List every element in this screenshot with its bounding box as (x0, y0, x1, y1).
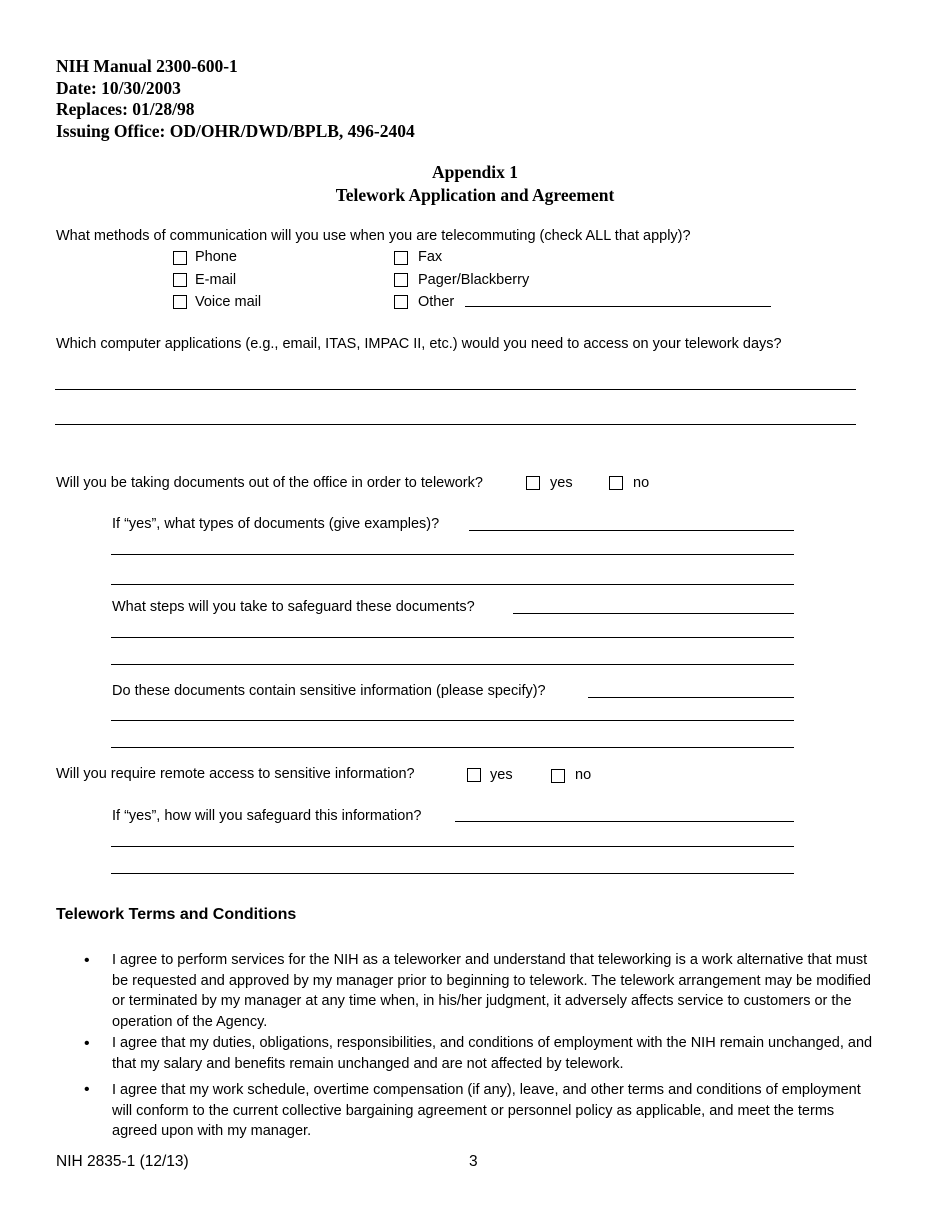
page-title: Telework Application and Agreement (335, 185, 615, 205)
safeguard-documents-line-2[interactable] (111, 637, 794, 638)
sensitive-info-line-3[interactable] (111, 747, 794, 748)
applications-answer-line-1[interactable] (55, 389, 856, 390)
document-header (56, 56, 415, 142)
remote-access-question: Will you require remote access to sensitive information? (56, 766, 415, 782)
voicemail-label: Voice mail (195, 294, 262, 310)
other-input-line[interactable] (465, 306, 771, 307)
remote-safeguard-line-3[interactable] (111, 873, 794, 874)
applications-question: Which computer applications (e.g., email, ITAS, IMPAC II, etc.) would you need to access on your telework days? (56, 336, 782, 352)
issuing-office: Issuing Office: OD/OHR/DWD/BPLB, 496-2404 (56, 120, 415, 141)
pager-checkbox[interactable] (394, 273, 408, 287)
documents-no-label: no (633, 475, 650, 491)
documents-question: Will you be taking documents out of the office in order to telework? (56, 475, 483, 491)
replaces-date: Replaces: 01/28/98 (56, 99, 195, 119)
document-types-line-2[interactable] (111, 554, 794, 555)
manual-number: NIH Manual 2300-600-1 (56, 56, 238, 76)
remote-yes-checkbox[interactable] (467, 768, 481, 782)
remote-yes-label: yes (490, 767, 513, 783)
other-label: Other (418, 294, 455, 310)
document-date: Date: 10/30/2003 (56, 77, 181, 98)
documents-yes-label: yes (550, 475, 573, 491)
terms-heading: Telework Terms and Conditions (56, 906, 297, 923)
voicemail-checkbox[interactable] (173, 295, 187, 309)
page-number: 3 (469, 1153, 478, 1170)
document-types-question: If “yes”, what types of documents (give examples)? (112, 516, 440, 532)
remote-safeguard-question: If “yes”, how will you safeguard this information? (112, 808, 422, 824)
remote-safeguard-line-2[interactable] (111, 846, 794, 847)
phone-label: Phone (195, 249, 237, 265)
fax-checkbox[interactable] (394, 251, 408, 265)
sensitive-info-line-2[interactable] (111, 720, 794, 721)
safeguard-documents-line-1[interactable] (513, 613, 794, 614)
pager-label: Pager/Blackberry (418, 272, 530, 288)
communication-question: What methods of communication will you use when you are telecommuting (check ALL that apply)? (56, 228, 691, 244)
terms-item-1: I agree to perform services for the NIH as a teleworker and understand that teleworking is a work alternative that must be requested and approved by my manager prior to beginning to telework. The telework arrangement may be modified or terminated by my manager at any time when, in his/her judgment, it adversely affects service to customers or the operation of the Agency. (112, 952, 871, 1030)
bullet-3: • (84, 1081, 90, 1098)
bullet-1: • (84, 952, 90, 969)
safeguard-documents-line-3[interactable] (111, 664, 794, 665)
sensitive-info-line-1[interactable] (588, 697, 794, 698)
terms-item-2: I agree that my duties, obligations, responsibilities, and conditions of employment with the NIH remain unchanged, and that my salary and benefits remain unchanged and are not affected by telework. (112, 1035, 873, 1072)
documents-no-checkbox[interactable] (609, 476, 623, 490)
phone-checkbox[interactable] (173, 251, 187, 265)
documents-yes-checkbox[interactable] (526, 476, 540, 490)
applications-answer-line-2[interactable] (55, 424, 856, 425)
sensitive-info-question: Do these documents contain sensitive information (please specify)? (112, 683, 546, 699)
remote-safeguard-line-1[interactable] (455, 821, 794, 822)
remote-no-checkbox[interactable] (551, 769, 565, 783)
other-checkbox[interactable] (394, 295, 408, 309)
terms-item-3: I agree that my work schedule, overtime compensation (if any), leave, and other terms and conditions of employment will conform to the current collective bargaining agreement or personnel policy as applicable, and meet the terms agreed upon with my manager. (112, 1082, 861, 1139)
document-types-line-1[interactable] (469, 530, 794, 531)
bullet-2: • (84, 1035, 90, 1052)
remote-no-label: no (575, 767, 592, 783)
appendix-label: Appendix 1 (431, 162, 519, 182)
document-types-line-3[interactable] (111, 584, 794, 585)
fax-label: Fax (418, 249, 443, 265)
safeguard-documents-question: What steps will you take to safeguard these documents? (112, 599, 475, 615)
form-number: NIH 2835-1 (12/13) (56, 1153, 189, 1170)
email-label: E-mail (195, 272, 237, 288)
email-checkbox[interactable] (173, 273, 187, 287)
